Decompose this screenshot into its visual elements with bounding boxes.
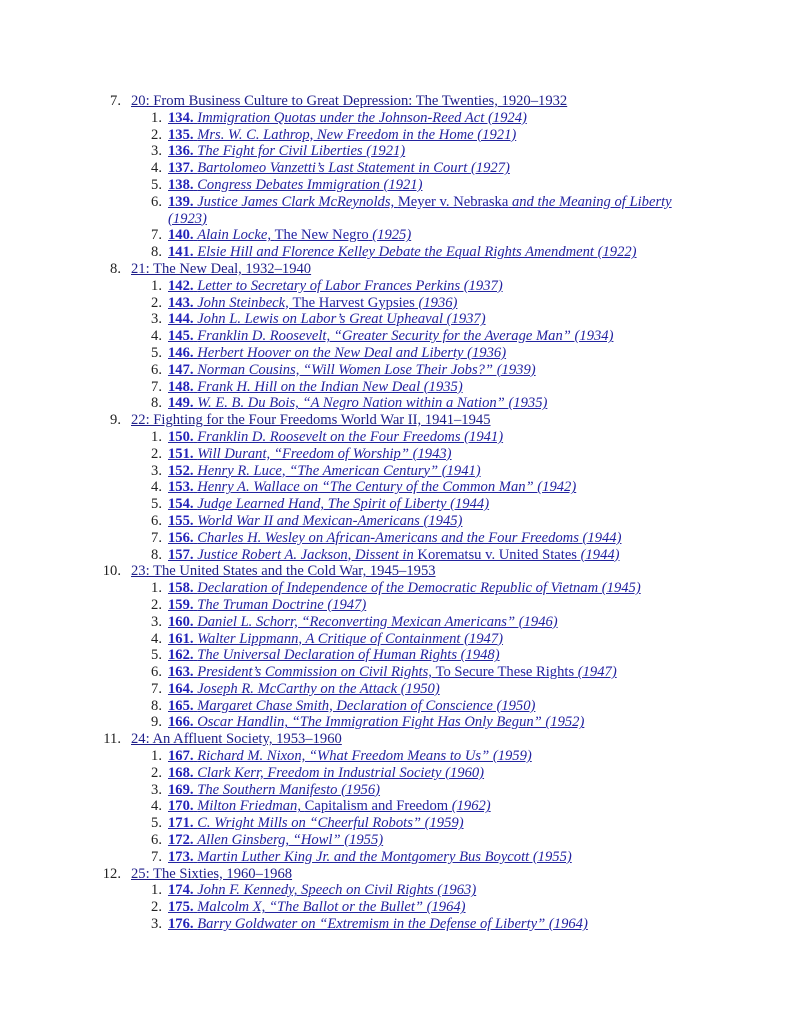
- item-list-number: 1.: [151, 748, 162, 765]
- document-title-italic[interactable]: World War II and Mexican-Americans (1945): [197, 512, 463, 529]
- document-title-italic[interactable]: (1936): [414, 294, 458, 311]
- document-number[interactable]: 158.: [168, 580, 194, 597]
- document-link[interactable]: [168, 815, 688, 832]
- document-list-item: [0, 295, 791, 312]
- document-title-italic[interactable]: John Steinbeck,: [197, 294, 293, 311]
- item-list-number: 9.: [151, 714, 162, 731]
- item-list-number: 1.: [151, 109, 162, 126]
- document-link[interactable]: [168, 278, 688, 295]
- item-list-number: 2.: [151, 126, 162, 143]
- document-list-item: [0, 194, 791, 228]
- document-title-italic[interactable]: Franklin D. Roosevelt, “Greater Security for the Average Man” (1934): [197, 328, 614, 345]
- document-title-italic[interactable]: Letter to Secretary of Labor Frances Perkins (1937): [197, 277, 503, 294]
- document-title-italic[interactable]: The Truman Doctrine (1947): [197, 596, 367, 613]
- document-list-item: [0, 110, 791, 127]
- chapter-heading: [0, 412, 791, 429]
- document-link[interactable]: [168, 647, 688, 664]
- item-list-number: 7.: [151, 529, 162, 546]
- chapter-list-number: 8.: [110, 260, 121, 277]
- chapter-link[interactable]: 25: The Sixties, 1960–1968: [131, 865, 293, 882]
- chapter-heading: [0, 866, 791, 883]
- document-title-italic[interactable]: Oscar Handlin, “The Immigration Fight Has Only Begun” (1952): [197, 714, 585, 731]
- document-link[interactable]: [168, 446, 688, 463]
- chapter-link[interactable]: 21: The New Deal, 1932–1940: [131, 260, 312, 277]
- document-title-italic[interactable]: (1947): [574, 664, 617, 681]
- document-title-italic[interactable]: Justice James Clark McReynolds,: [197, 193, 398, 210]
- item-list-number: 3.: [151, 613, 162, 630]
- document-list-item: [0, 345, 791, 362]
- document-title-italic[interactable]: Henry R. Luce, “The American Century” (1941): [197, 462, 481, 479]
- document-list-item: [0, 782, 791, 799]
- document-title-italic[interactable]: Milton Friedman,: [197, 798, 305, 815]
- item-list-number: 5.: [151, 176, 162, 193]
- chapter-link[interactable]: 22: Fighting for the Four Freedoms World War II, 1941–1945: [131, 412, 491, 429]
- document-link[interactable]: [168, 782, 688, 799]
- document-title-italic[interactable]: President’s Commission on Civil Rights,: [197, 664, 436, 681]
- document-link[interactable]: [168, 160, 688, 177]
- document-title-roman[interactable]: The New Negro: [274, 227, 369, 244]
- document-link[interactable]: [168, 295, 688, 312]
- item-list-number: 3.: [151, 781, 162, 798]
- document-list-item: [0, 446, 791, 463]
- document-list-item: [0, 244, 791, 261]
- document-number[interactable]: 136.: [168, 143, 194, 160]
- document-link[interactable]: [168, 899, 688, 916]
- document-link[interactable]: [168, 429, 688, 446]
- document-title-italic[interactable]: Franklin D. Roosevelt on the Four Freedoms (1941): [197, 428, 504, 445]
- document-list-item: [0, 832, 791, 849]
- document-list-item: [0, 580, 791, 597]
- document-number[interactable]: 150.: [168, 428, 194, 445]
- document-link[interactable]: [168, 496, 688, 513]
- document-link[interactable]: [168, 882, 688, 899]
- document-title-italic[interactable]: Margaret Chase Smith, Declaration of Conscience (1950): [197, 697, 536, 714]
- document-list-item: [0, 714, 791, 731]
- item-list-number: 6.: [151, 361, 162, 378]
- document-link[interactable]: [168, 798, 688, 815]
- document-title-italic[interactable]: John F. Kennedy, Speech on Civil Rights (1963): [197, 882, 477, 899]
- item-list-number: 6.: [151, 832, 162, 849]
- document-link[interactable]: [168, 177, 688, 194]
- item-list-number: 8.: [151, 395, 162, 412]
- document-link[interactable]: [168, 614, 688, 631]
- document-link[interactable]: [168, 681, 688, 698]
- document-number[interactable]: 170.: [168, 798, 194, 815]
- document-title-italic[interactable]: C. Wright Mills on “Cheerful Robots” (1959): [197, 815, 464, 832]
- document-link[interactable]: [168, 463, 688, 480]
- document-title-roman[interactable]: Korematsu v. United States: [417, 546, 577, 563]
- chapter-link[interactable]: 24: An Affluent Society, 1953–1960: [131, 731, 342, 748]
- document-list-item: [0, 647, 791, 664]
- item-list-number: 5.: [151, 647, 162, 664]
- document-title-roman[interactable]: Meyer v. Nebraska: [397, 193, 509, 210]
- document-list-item: [0, 614, 791, 631]
- document-number[interactable]: 166.: [168, 714, 194, 731]
- document-title-italic[interactable]: Martin Luther King Jr. and the Montgomery Bus Boycott (1955): [197, 848, 572, 865]
- document-number[interactable]: 140.: [168, 227, 194, 244]
- document-list-item: [0, 664, 791, 681]
- item-list-number: 4.: [151, 328, 162, 345]
- document-number[interactable]: 149.: [168, 395, 194, 412]
- document-list-item: [0, 496, 791, 513]
- document-number[interactable]: 164.: [168, 680, 194, 697]
- document-title-italic[interactable]: Elsie Hill and Florence Kelley Debate the Equal Rights Amendment (1922): [197, 244, 637, 261]
- document-list-item: [0, 311, 791, 328]
- document-link[interactable]: [168, 530, 688, 547]
- item-list-number: 1.: [151, 277, 162, 294]
- item-list-number: 5.: [151, 344, 162, 361]
- document-link[interactable]: [168, 765, 688, 782]
- document-number[interactable]: 142.: [168, 277, 194, 294]
- document-link[interactable]: [168, 379, 688, 396]
- document-link[interactable]: [168, 849, 688, 866]
- document-title-italic[interactable]: Malcolm X, “The Ballot or the Bullet” (1964): [197, 899, 466, 916]
- document-title-italic[interactable]: The Fight for Civil Liberties (1921): [197, 143, 406, 160]
- document-link[interactable]: [168, 244, 688, 261]
- document-number[interactable]: 138.: [168, 176, 194, 193]
- document-number[interactable]: 173.: [168, 848, 194, 865]
- document-number[interactable]: 146.: [168, 344, 194, 361]
- document-number[interactable]: 139.: [168, 193, 194, 210]
- document-number[interactable]: 153.: [168, 479, 194, 496]
- item-list-number: 6.: [151, 512, 162, 529]
- item-list-number: 6.: [151, 193, 162, 210]
- document-number[interactable]: 172.: [168, 832, 194, 849]
- document-link[interactable]: [168, 345, 688, 362]
- document-number[interactable]: 160.: [168, 613, 194, 630]
- item-list-number: 7.: [151, 848, 162, 865]
- document-link[interactable]: [168, 597, 688, 614]
- document-link[interactable]: [168, 513, 688, 530]
- chapter-list-number: 11.: [103, 731, 121, 748]
- document-link[interactable]: [168, 832, 688, 849]
- item-list-number: 7.: [151, 378, 162, 395]
- document-list-item: [0, 547, 791, 564]
- document-number[interactable]: 143.: [168, 294, 194, 311]
- item-list-number: 5.: [151, 815, 162, 832]
- document-number[interactable]: 157.: [168, 546, 194, 563]
- document-number[interactable]: 155.: [168, 512, 194, 529]
- item-list-number: 1.: [151, 428, 162, 445]
- chapter-link[interactable]: 20: From Business Culture to Great Depression: The Twenties, 1920–1932: [131, 93, 568, 109]
- document-link[interactable]: [168, 748, 688, 765]
- chapter-list-number: 9.: [110, 412, 121, 429]
- chapter-list-number: 12.: [102, 865, 121, 882]
- document-list-item: [0, 362, 791, 379]
- document-list-item: [0, 395, 791, 412]
- document-link[interactable]: [168, 698, 688, 715]
- chapter-heading: [0, 731, 791, 748]
- document-link[interactable]: [168, 328, 688, 345]
- document-title-italic[interactable]: Mrs. W. C. Lathrop, New Freedom in the Home (1921): [197, 126, 517, 143]
- document-list-item: [0, 899, 791, 916]
- document-number[interactable]: 176.: [168, 916, 194, 933]
- document-title-italic[interactable]: Clark Kerr, Freedom in Industrial Society (1960): [197, 764, 485, 781]
- item-list-number: 2.: [151, 764, 162, 781]
- document-link[interactable]: [168, 194, 688, 228]
- document-link[interactable]: [168, 395, 688, 412]
- document-number[interactable]: 171.: [168, 815, 194, 832]
- document-number[interactable]: 148.: [168, 378, 194, 395]
- item-list-number: 5.: [151, 496, 162, 513]
- item-list-number: 4.: [151, 479, 162, 496]
- document-list-item: [0, 882, 791, 899]
- item-list-number: 7.: [151, 680, 162, 697]
- document-title-italic[interactable]: Norman Cousins, “Will Women Lose Their Jobs?” (1939): [197, 361, 536, 378]
- document-number[interactable]: 154.: [168, 496, 194, 513]
- document-number[interactable]: 156.: [168, 529, 194, 546]
- document-number[interactable]: 147.: [168, 361, 194, 378]
- document-link[interactable]: [168, 916, 688, 933]
- document-number[interactable]: 167.: [168, 748, 194, 765]
- document-title-italic[interactable]: Allen Ginsberg, “Howl” (1955): [197, 832, 384, 849]
- document-list-item: [0, 748, 791, 765]
- item-list-number: 1.: [151, 580, 162, 597]
- document-number[interactable]: 175.: [168, 899, 194, 916]
- document-list-item: [0, 429, 791, 446]
- document-title-italic[interactable]: (1962): [448, 798, 491, 815]
- document-number[interactable]: 163.: [168, 664, 194, 681]
- document-list-item: [0, 379, 791, 396]
- document-list-item: [0, 278, 791, 295]
- document-list-item: [0, 815, 791, 832]
- document-link[interactable]: [168, 311, 688, 328]
- item-list-number: 3.: [151, 143, 162, 160]
- document-list-item: [0, 631, 791, 648]
- document-title-italic[interactable]: Alain Locke,: [197, 227, 275, 244]
- document-number[interactable]: 165.: [168, 697, 194, 714]
- document-number[interactable]: 141.: [168, 244, 194, 261]
- document-title-italic[interactable]: Judge Learned Hand, The Spirit of Liberty (1944): [197, 496, 490, 513]
- item-list-number: 3.: [151, 311, 162, 328]
- document-list-item: [0, 798, 791, 815]
- item-list-number: 8.: [151, 244, 162, 261]
- item-list-number: 8.: [151, 697, 162, 714]
- item-list-number: 2.: [151, 899, 162, 916]
- item-list-number: 3.: [151, 916, 162, 933]
- document-list-item: [0, 681, 791, 698]
- item-list-number: 6.: [151, 664, 162, 681]
- chapter-heading: [0, 93, 791, 110]
- document-number[interactable]: 174.: [168, 882, 194, 899]
- document-number[interactable]: 145.: [168, 328, 194, 345]
- item-list-number: 3.: [151, 462, 162, 479]
- document-list-item: [0, 227, 791, 244]
- document-link[interactable]: [168, 664, 688, 681]
- document-list-item: [0, 849, 791, 866]
- document-list-item: [0, 160, 791, 177]
- document-title-italic[interactable]: Will Durant, “Freedom of Worship” (1943): [197, 445, 452, 462]
- document-list-item: [0, 127, 791, 144]
- chapter-heading: [0, 261, 791, 278]
- document-title-italic[interactable]: Barry Goldwater on “Extremism in the Defense of Liberty” (1964): [197, 916, 588, 933]
- document-list-item: [0, 765, 791, 782]
- document-title-italic[interactable]: Bartolomeo Vanzetti’s Last Statement in Court (1927): [197, 160, 510, 177]
- item-list-number: 1.: [151, 882, 162, 899]
- document-link[interactable]: [168, 227, 688, 244]
- document-title-italic[interactable]: Charles H. Wesley on African-Americans and the Four Freedoms (1944): [197, 529, 622, 546]
- document-link[interactable]: [168, 547, 688, 564]
- document-title-italic[interactable]: (1925): [368, 227, 412, 244]
- document-title-italic[interactable]: Immigration Quotas under the Johnson-Reed Act (1924): [197, 109, 527, 126]
- document-link[interactable]: [168, 580, 688, 597]
- item-list-number: 4.: [151, 160, 162, 177]
- document-title-italic[interactable]: Joseph R. McCarthy on the Attack (1950): [197, 680, 440, 697]
- document-title-italic[interactable]: W. E. B. Du Bois, “A Negro Nation within a Nation” (1935): [197, 395, 548, 412]
- document-link[interactable]: [168, 479, 688, 496]
- document-title-italic[interactable]: Congress Debates Immigration (1921): [197, 176, 423, 193]
- document-link[interactable]: [168, 110, 688, 127]
- document-title-italic[interactable]: Daniel L. Schorr, “Reconverting Mexican Americans” (1946): [197, 613, 558, 630]
- document-list-item: [0, 328, 791, 345]
- document-list-item: [0, 530, 791, 547]
- document-number[interactable]: 135.: [168, 126, 194, 143]
- document-number[interactable]: 169.: [168, 781, 194, 798]
- document-number[interactable]: 161.: [168, 630, 194, 647]
- document-link[interactable]: [168, 143, 688, 160]
- chapter-list-number: 7.: [110, 93, 121, 109]
- document-list-item: [0, 597, 791, 614]
- document-number[interactable]: 151.: [168, 445, 194, 462]
- document-list-item: [0, 463, 791, 480]
- chapter-list-number: 10.: [102, 563, 121, 580]
- document-number[interactable]: 144.: [168, 311, 194, 328]
- table-of-contents: [0, 93, 791, 933]
- document-number[interactable]: 134.: [168, 109, 194, 126]
- document-number[interactable]: 159.: [168, 596, 194, 613]
- item-list-number: 2.: [151, 294, 162, 311]
- document-title-italic[interactable]: Declaration of Independence of the Democratic Republic of Vietnam (1945): [197, 580, 641, 597]
- item-list-number: 2.: [151, 445, 162, 462]
- item-list-number: 8.: [151, 546, 162, 563]
- document-number[interactable]: 137.: [168, 160, 194, 177]
- chapter-link[interactable]: 23: The United States and the Cold War, 1945–1953: [131, 563, 436, 580]
- document-link[interactable]: [168, 714, 688, 731]
- document-link[interactable]: [168, 362, 688, 379]
- document-title-italic[interactable]: John L. Lewis on Labor’s Great Upheaval (1937): [197, 311, 486, 328]
- document-title-roman[interactable]: Capitalism and Freedom: [304, 798, 449, 815]
- document-title-roman[interactable]: To Secure These Rights: [435, 664, 575, 681]
- document-title-italic[interactable]: and the Meaning of Liberty (1923): [168, 193, 672, 227]
- document-list-item: [0, 513, 791, 530]
- document-list-item: [0, 698, 791, 715]
- document-list-item: [0, 916, 791, 933]
- document-link[interactable]: [168, 631, 688, 648]
- document-list-item: [0, 479, 791, 496]
- chapter-heading: [0, 563, 791, 580]
- document-title-italic[interactable]: Herbert Hoover on the New Deal and Liberty (1936): [197, 344, 507, 361]
- item-list-number: 7.: [151, 227, 162, 244]
- item-list-number: 4.: [151, 630, 162, 647]
- document-title-italic[interactable]: (1944): [576, 546, 620, 563]
- document-number[interactable]: 152.: [168, 462, 194, 479]
- document-title-italic[interactable]: The Universal Declaration of Human Rights (1948): [197, 647, 500, 664]
- document-number[interactable]: 162.: [168, 647, 194, 664]
- item-list-number: 2.: [151, 596, 162, 613]
- document-link[interactable]: [168, 127, 688, 144]
- document-title-italic[interactable]: Justice Robert A. Jackson, Dissent in: [197, 546, 418, 563]
- document-list-item: [0, 177, 791, 194]
- item-list-number: 4.: [151, 798, 162, 815]
- document-title-roman[interactable]: The Harvest Gypsies: [292, 294, 415, 311]
- document-title-italic[interactable]: Henry A. Wallace on “The Century of the Common Man” (1942): [197, 479, 577, 496]
- document-title-italic[interactable]: Richard M. Nixon, “What Freedom Means to Us” (1959): [197, 748, 532, 765]
- document-title-italic[interactable]: Walter Lippmann, A Critique of Containment (1947): [197, 630, 504, 647]
- document-title-italic[interactable]: The Southern Manifesto (1956): [197, 781, 381, 798]
- document-list-item: [0, 143, 791, 160]
- document-number[interactable]: 168.: [168, 764, 194, 781]
- document-title-italic[interactable]: Frank H. Hill on the Indian New Deal (1935): [197, 378, 463, 395]
